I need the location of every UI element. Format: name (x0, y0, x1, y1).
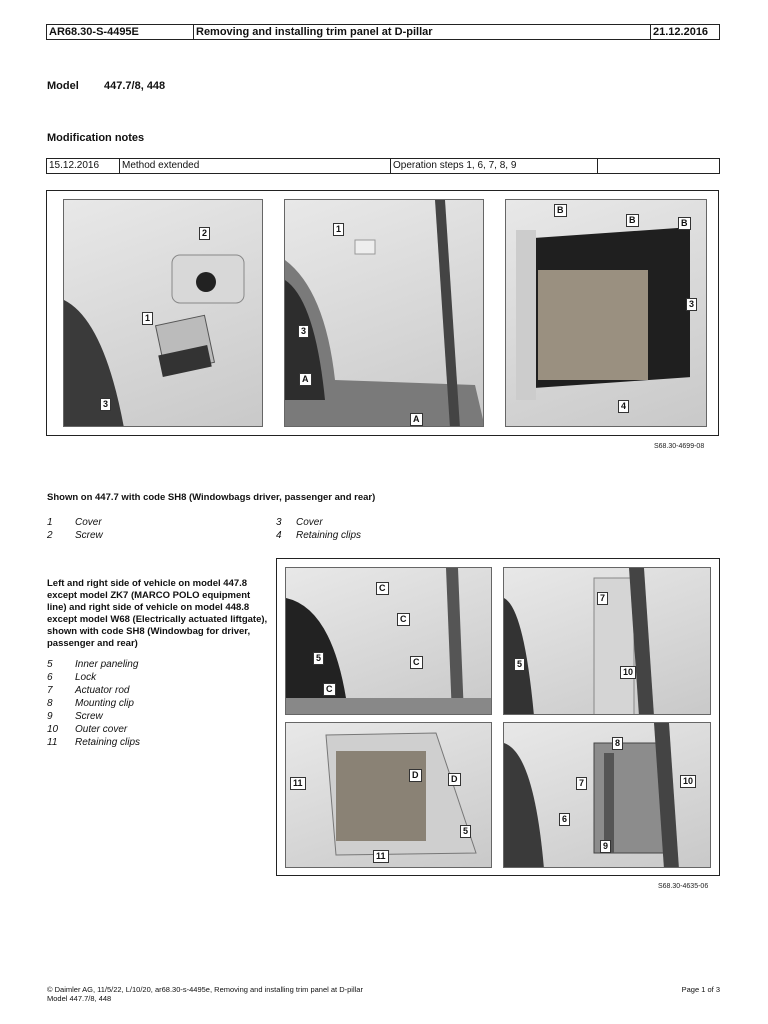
callout-7a: 7 (597, 592, 608, 605)
mod-extra (598, 159, 719, 173)
callout-2-3: 3 (298, 325, 309, 338)
callout-2-1: 1 (333, 223, 344, 236)
callout-c2: C (397, 613, 410, 626)
model-value: 447.7/8, 448 (104, 80, 166, 92)
mod-steps: Operation steps 1, 6, 7, 8, 9 (391, 159, 598, 173)
model-label: Model (47, 80, 79, 92)
callout-3-b3: B (678, 217, 691, 230)
modification-notes-table (46, 158, 720, 174)
callout-2-a2: A (410, 413, 423, 426)
legend-item: 1 Cover (47, 517, 102, 528)
photo-outer-cover (503, 567, 711, 715)
legend-item: 7 Actuator rod (47, 685, 130, 696)
legend-item: 2 Screw (47, 530, 103, 541)
footer-line-2: Model 447.7/8, 448 (47, 994, 112, 1003)
callout-1-3: 3 (100, 398, 111, 411)
figure-1-caption: Shown on 447.7 with code SH8 (Windowbags driver, passenger and rear) (47, 492, 376, 503)
mod-date: 15.12.2016 (47, 159, 120, 173)
photo-lock-mechanism (503, 722, 711, 868)
footer (47, 985, 363, 1003)
callout-d2: D (448, 773, 461, 786)
footer-line-1: © Daimler AG, 11/5/22, L/10/20, ar68.30-s-4495e, Removing and installing trim panel at D-pillar (47, 985, 363, 994)
figure-2 (276, 558, 720, 876)
legend-item: 6 Lock (47, 672, 97, 683)
legend-item: 5 Inner paneling (47, 659, 139, 670)
callout-3-b2: B (626, 214, 639, 227)
callout-1-2: 2 (199, 227, 210, 240)
callout-1-1: 1 (142, 312, 153, 325)
document-header (46, 24, 720, 40)
legend-item: 3 Cover (276, 517, 323, 528)
legend-2 (47, 658, 140, 749)
callout-3-b1: B (554, 204, 567, 217)
callout-d1: D (409, 769, 422, 782)
callout-c1: C (376, 582, 389, 595)
callout-5a: 5 (313, 652, 324, 665)
legend-item: 9 Screw (47, 711, 103, 722)
photo-d-pillar-cover (284, 199, 484, 427)
photo-removed-paneling (285, 722, 492, 868)
callout-5c: 5 (460, 825, 471, 838)
photo-cover-screw (63, 199, 263, 427)
legend-item: 4 Retaining clips (276, 530, 362, 541)
doc-title: Removing and installing trim panel at D-pillar (194, 25, 651, 39)
legend-item: 8 Mounting clip (47, 698, 134, 709)
mod-change: Method extended (120, 159, 391, 173)
callout-8: 8 (612, 737, 623, 750)
callout-7b: 7 (576, 777, 587, 790)
page-number: Page 1 of 3 (681, 985, 720, 994)
section-2-description: Left and right side of vehicle on model 447.8 except model ZK7 (MARCO POLO equipment line) and right side of vehicle on model 448.8 except model W68 (Electrically actuated liftgate), shown with code SH8 (Windowbag for driver, passenger and rear) (47, 578, 268, 649)
callout-5b: 5 (514, 658, 525, 671)
callout-10b: 10 (680, 775, 696, 788)
callout-11b: 11 (373, 850, 389, 863)
figure-2-ref: S68.30-4635-06 (658, 883, 709, 890)
legend-item: 10 Outer cover (47, 724, 128, 735)
callout-c3: C (410, 656, 423, 669)
legend-item: 11 Retaining clips (47, 737, 141, 748)
callout-9: 9 (600, 840, 611, 853)
legend-1-col-2 (276, 516, 361, 542)
callout-11a: 11 (290, 777, 306, 790)
doc-id: AR68.30-S-4495E (47, 25, 194, 39)
callout-10a: 10 (620, 666, 636, 679)
legend-1-col-1 (47, 516, 103, 542)
modification-notes-title: Modification notes (47, 132, 145, 144)
callout-3-3: 3 (686, 298, 697, 311)
photo-removed-cover (505, 199, 707, 427)
photo-inner-paneling (285, 567, 492, 715)
figure-1-ref: S68.30-4699-08 (654, 443, 705, 450)
callout-3-4: 4 (618, 400, 629, 413)
doc-date: 21.12.2016 (653, 26, 709, 38)
figure-1 (46, 190, 719, 436)
callout-c4: C (323, 683, 336, 696)
callout-6: 6 (559, 813, 570, 826)
callout-2-a1: A (299, 373, 312, 386)
